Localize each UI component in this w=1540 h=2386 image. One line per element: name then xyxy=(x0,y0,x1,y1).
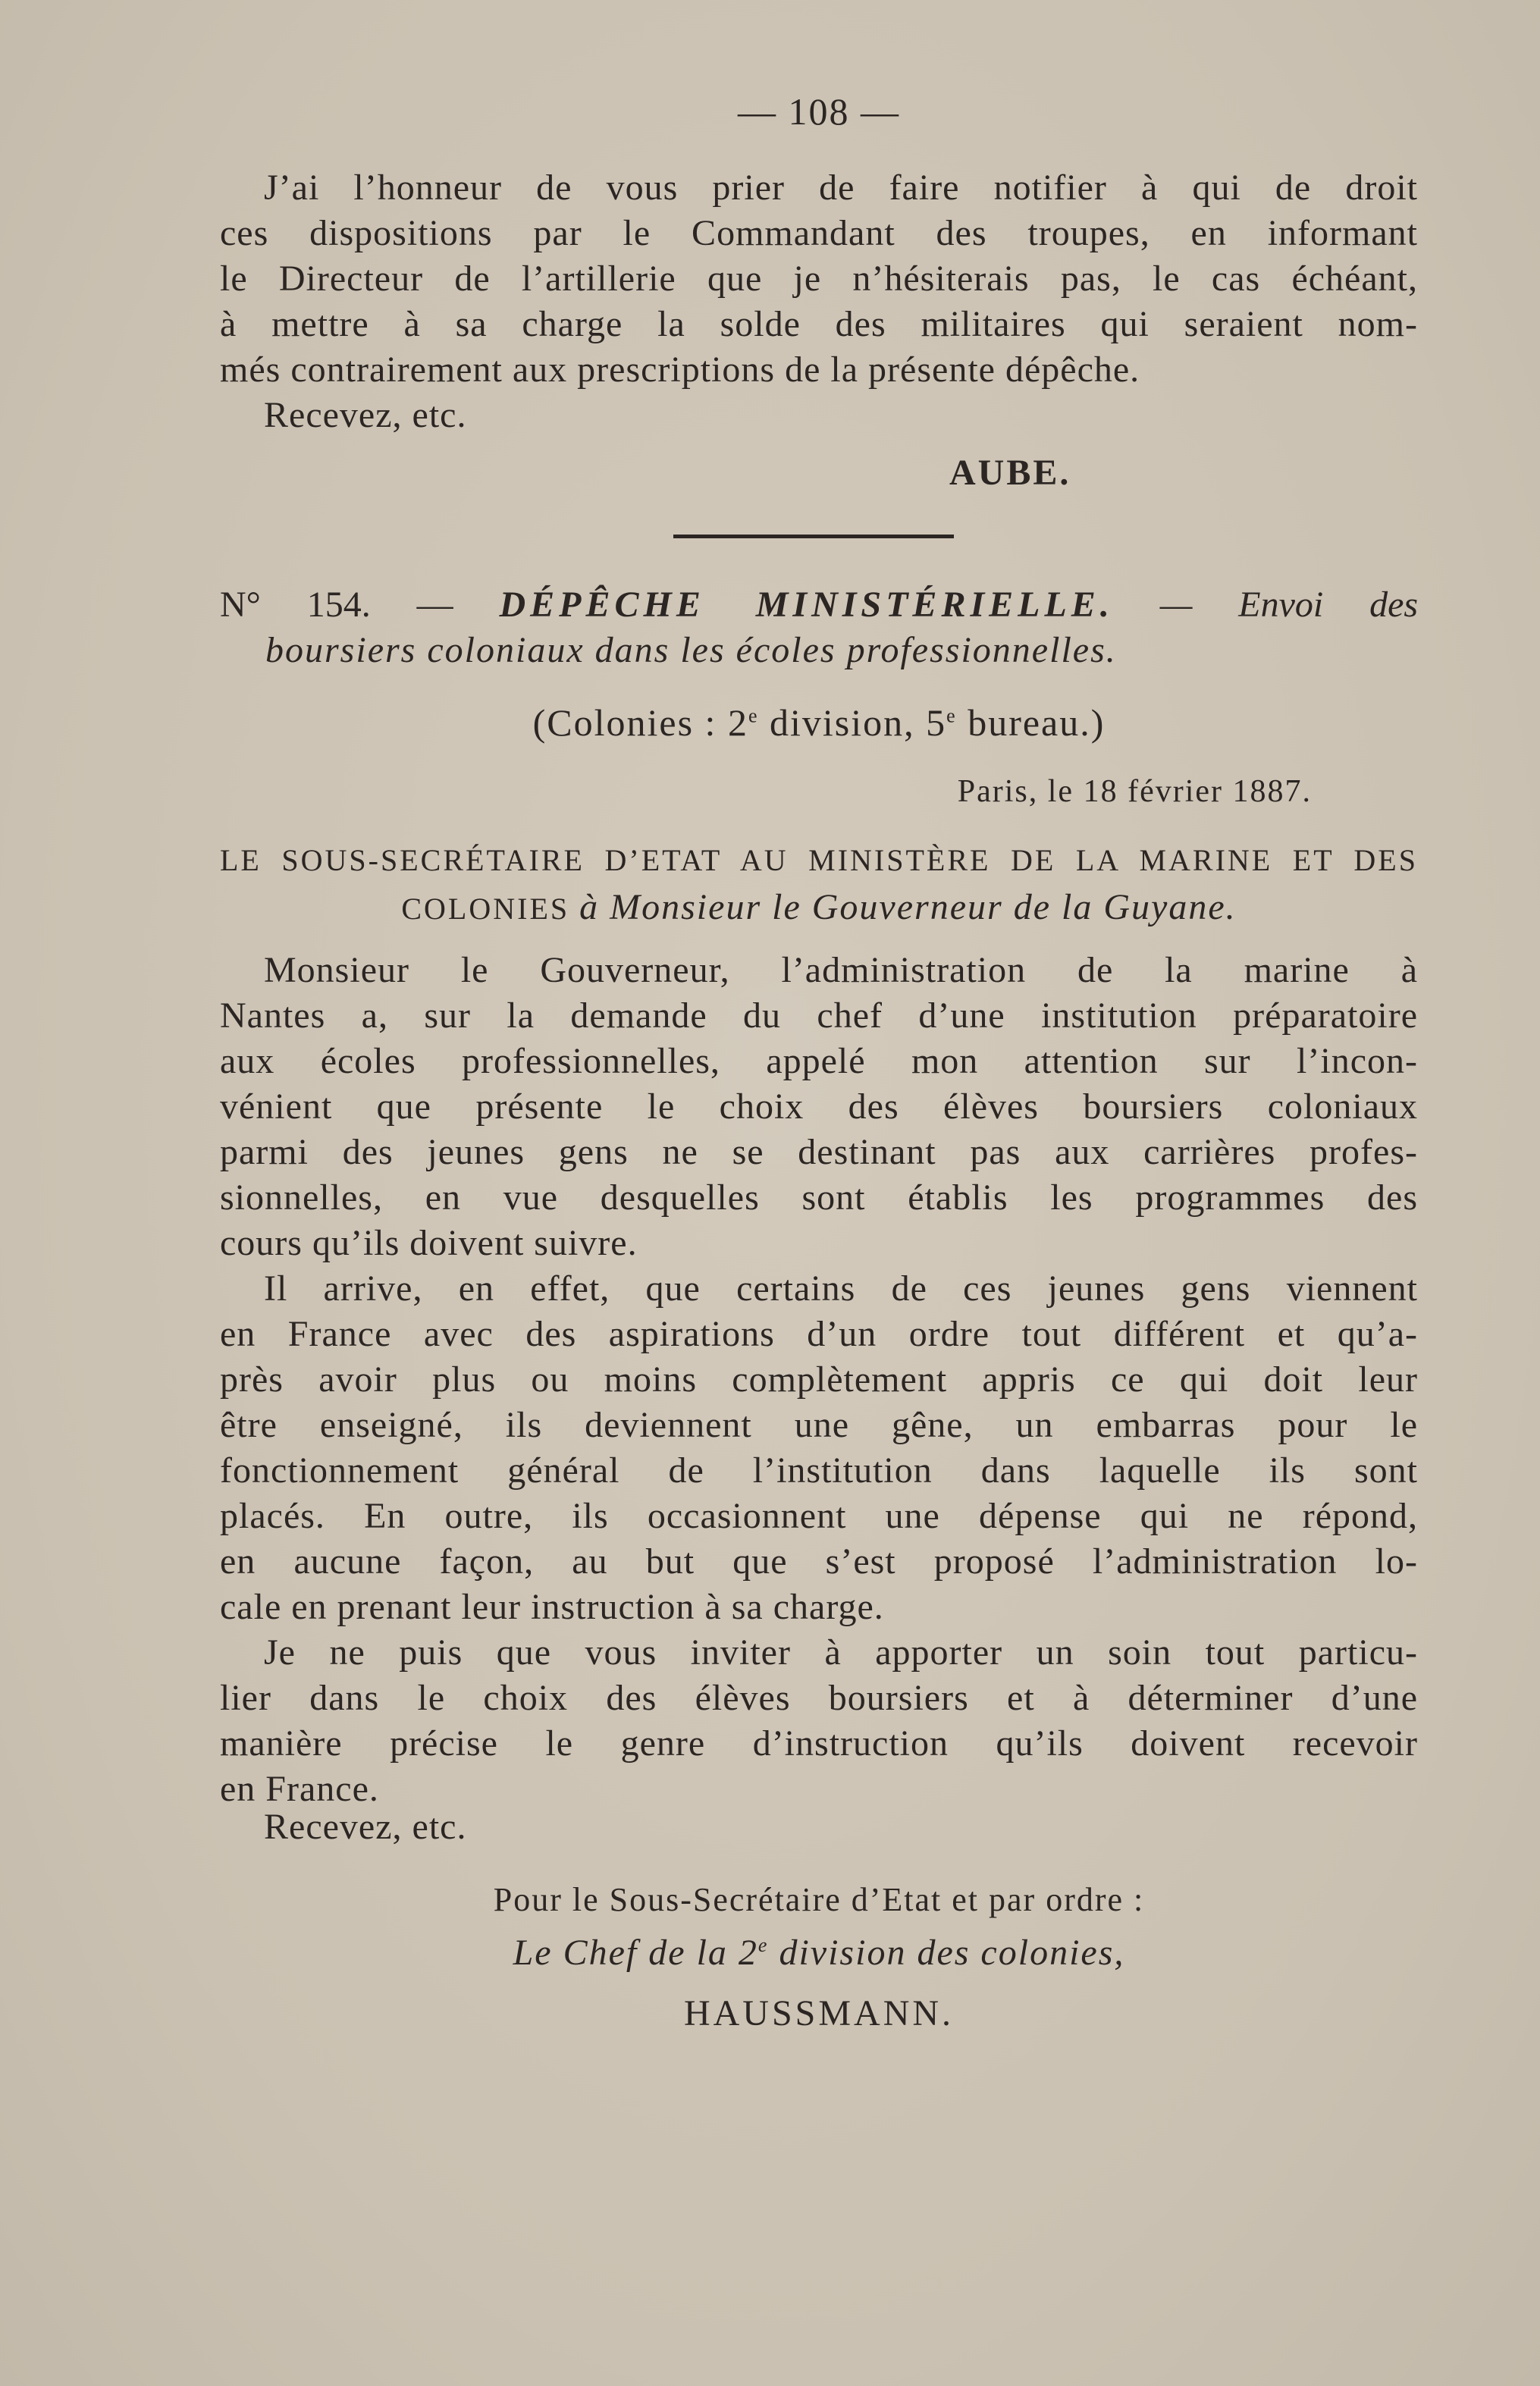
paragraph-line: placés. En outre, ils occasionnent une dépense qui ne répond, xyxy=(220,1496,1418,1536)
signature-block xyxy=(220,1877,1418,2044)
sender-line-1: LE SOUS-SECRÉTAIRE D’ETAT AU MINISTÈRE DE LA MARINE ET DES xyxy=(220,843,1418,877)
dispatch-subject-start: — Envoi des xyxy=(1159,585,1419,625)
chef-prefix: Le Chef de la 2 xyxy=(513,1933,758,1973)
paragraph-line: le Directeur de l’artillerie que je n’hésiterais pas, le cas échéant, xyxy=(220,259,1418,299)
department-prefix: (Colonies : 2 xyxy=(532,701,748,744)
division-superscript: e xyxy=(748,704,759,727)
chef-suffix: division des colonies, xyxy=(768,1933,1125,1973)
closing-2 xyxy=(220,1804,1418,1850)
section-divider xyxy=(673,535,954,538)
paragraph-line: cours qu’ils doivent suivre. xyxy=(220,1223,638,1263)
paragraph-line: ces dispositions par le Commandant des troupes, en informant xyxy=(220,213,1418,253)
addressee: à Monsieur le Gouverneur de la Guyane. xyxy=(579,887,1237,927)
department-suffix: bureau.) xyxy=(956,701,1106,744)
paragraph-3 xyxy=(220,1266,1418,1630)
signature-aube: AUBE. xyxy=(949,453,1071,493)
paragraph-line: en aucune façon, au but que s’est proposé l’administration lo- xyxy=(220,1541,1418,1582)
paragraph-line: Je ne puis que vous inviter à apporter un soin tout particu- xyxy=(264,1632,1418,1673)
paragraph-line: fonctionnement général de l’institution dans laquelle ils sont xyxy=(220,1450,1418,1491)
paragraph-line: sionnelles, en vue desquelles sont établis les programmes des xyxy=(220,1177,1418,1218)
chef-superscript: e xyxy=(757,1934,769,1956)
sender-line xyxy=(220,837,1418,933)
department-middle: division, 5 xyxy=(758,701,947,744)
department-line xyxy=(220,701,1418,745)
heading-line-1 xyxy=(220,582,1418,628)
paragraph-line: Nantes a, sur la demande du chef d’une institution préparatoire xyxy=(220,995,1418,1036)
closing-2-text: Recevez, etc. xyxy=(264,1807,467,1847)
paragraph-4 xyxy=(220,1630,1418,1812)
paragraph-line: en France avec des aspirations d’un ordre tout différent et qu’a- xyxy=(220,1314,1418,1354)
date-line: Paris, le 18 février 1887. xyxy=(957,774,1312,809)
paragraph-2 xyxy=(220,948,1418,1266)
page-number: — 108 — xyxy=(738,90,900,133)
paragraph-line: vénient que présente le choix des élèves boursiers coloniaux xyxy=(220,1086,1418,1127)
dispatch-number: N° 154. — xyxy=(220,585,453,625)
sender-line-2 xyxy=(220,884,1418,933)
dispatch-heading xyxy=(220,582,1418,673)
sender-colonies: COLONIES xyxy=(401,892,570,926)
closing-1-text: Recevez, etc. xyxy=(264,395,467,435)
paragraph-line: Il arrive, en effet, que certains de ces jeunes gens viennent xyxy=(264,1268,1418,1309)
bureau-superscript: e xyxy=(946,704,957,727)
paragraph-line: Monsieur le Gouverneur, l’administration de la marine à xyxy=(264,950,1418,990)
paragraph-line: J’ai l’honneur de vous prier de faire notifier à qui de droit xyxy=(264,168,1418,208)
signature-line-2 xyxy=(220,1923,1418,1983)
paragraph-line: cale en prenant leur instruction à sa charge. xyxy=(220,1587,884,1627)
paragraph-1 xyxy=(220,165,1418,393)
paragraph-line: en France. xyxy=(220,1769,379,1809)
dispatch-title: DÉPÊCHE MINISTÉRIELLE. xyxy=(499,585,1114,625)
signature-haussmann: HAUSSMANN. xyxy=(683,1993,955,2033)
paragraph-line: à mettre à sa charge la solde des militaires qui seraient nom- xyxy=(220,304,1418,344)
dispatch-subject-end: boursiers coloniaux dans les écoles professionnelles. xyxy=(265,630,1117,670)
closing-1 xyxy=(220,393,1418,438)
signature-line-1: Pour le Sous-Secrétaire d’Etat et par ordre : xyxy=(493,1881,1145,1918)
paragraph-line: être enseigné, ils deviennent une gêne, un embarras pour le xyxy=(220,1405,1418,1445)
paragraph-line: parmi des jeunes gens ne se destinant pas aux carrières profes- xyxy=(220,1132,1418,1172)
paragraph-line: aux écoles professionnelles, appelé mon attention sur l’incon- xyxy=(220,1041,1418,1081)
paragraph-line: lier dans le choix des élèves boursiers et à déterminer d’une xyxy=(220,1678,1418,1718)
paragraph-line: manière précise le genre d’instruction qu’ils doivent recevoir xyxy=(220,1723,1418,1764)
paragraph-line: près avoir plus ou moins complètement appris ce qui doit leur xyxy=(220,1359,1418,1400)
paragraph-line: més contrairement aux prescriptions de la présente dépêche. xyxy=(220,350,1140,390)
